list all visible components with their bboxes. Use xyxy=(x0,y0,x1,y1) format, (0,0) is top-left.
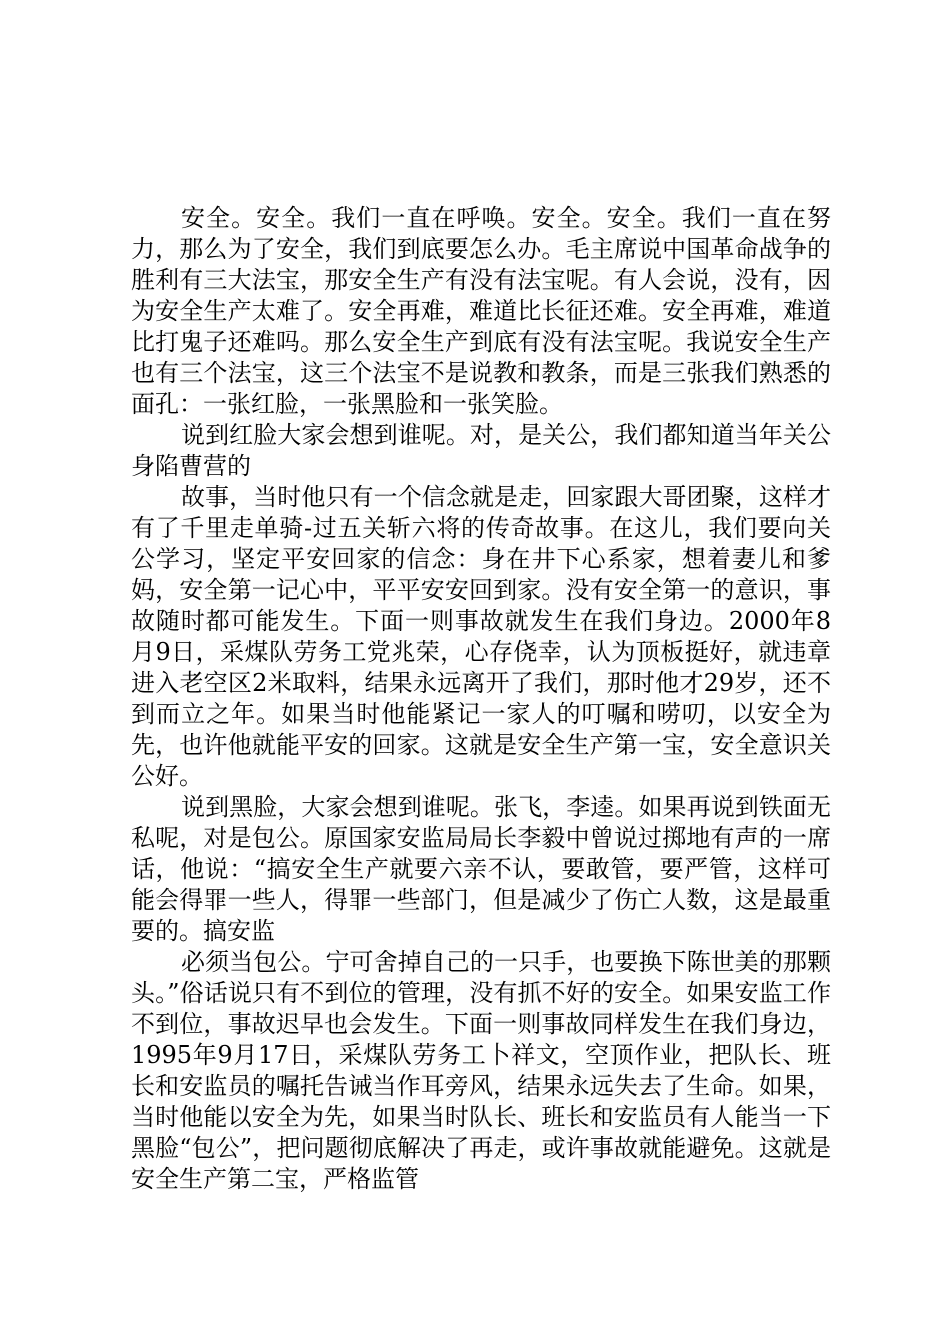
paragraph-black-face: 说到黑脸，大家会想到谁呢。张飞，李逵。如果再说到铁面无私呢，对是包公。原国家安监局局长李毅中曾说过掷地有声的一席话，他说：“搞安全生产就要六亲不认，要敢管，要严管，这样可能会得罪一些人，得罪一些部门，但是减少了伤亡人数，这是最重要的。搞安监 xyxy=(131,793,831,945)
paragraph-red-face: 说到红脸大家会想到谁呢。对，是关公，我们都知道当年关公身陷曹营的 xyxy=(131,421,831,480)
paragraph-bao-gong: 必须当包公。宁可舍掉自己的一只手，也要换下陈世美的那颗头。”俗话说只有不到位的管理，没有抓不好的安全。如果安监工作不到位，事故迟早也会发生。下面一则事故同样发生在我们身边，1995年9月17日，采煤队劳务工卜祥文，空顶作业，把队长、班长和安监员的嘱托告诫当作耳旁风，结果永远失去了生命。如果，当时他能以安全为先，如果当时队长、班长和安监员有人能当一下黑脸“包公”，把问题彻底解决了再走，或许事故就能避免。这就是安全生产第二宝，严格监管 xyxy=(131,948,831,1193)
paragraph-intro: 安全。安全。我们一直在呼唤。安全。安全。我们一直在努力，那么为了安全，我们到底要怎么办。毛主席说中国革命战争的胜利有三大法宝，那安全生产有没有法宝呢。有人会说，没有，因为安全生产太难了。安全再难，难道比长征还难。安全再难，难道比打鬼子还难吗。那么安全生产到底有没有法宝呢。我说安全生产也有三个法宝，这三个法宝不是说教和教条，而是三张我们熟悉的面孔：一张红脸，一张黑脸和一张笑脸。 xyxy=(131,204,831,418)
paragraph-guan-gong-story: 故事，当时他只有一个信念就是走，回家跟大哥团聚，这样才有了千里走单骑-过五关斩六将的传奇故事。在这儿，我们要向关公学习，坚定平安回家的信念：身在井下心系家，想着妻儿和爹妈，安全第一记心中，平平安安回到家。没有安全第一的意识，事故随时都可能发生。下面一则事故就发生在我们身边。2000年8月9日，采煤队劳务工党兆荣，心存侥幸，认为顶板挺好，就违章进入老空区2米取料，结果永远离开了我们，那时他才29岁，还不到而立之年。如果当时他能紧记一家人的叮嘱和唠叨，以安全为先，也许他就能平安的回家。这就是安全生产第一宝，安全意识关公好。 xyxy=(131,483,831,790)
document-body xyxy=(131,203,831,1195)
